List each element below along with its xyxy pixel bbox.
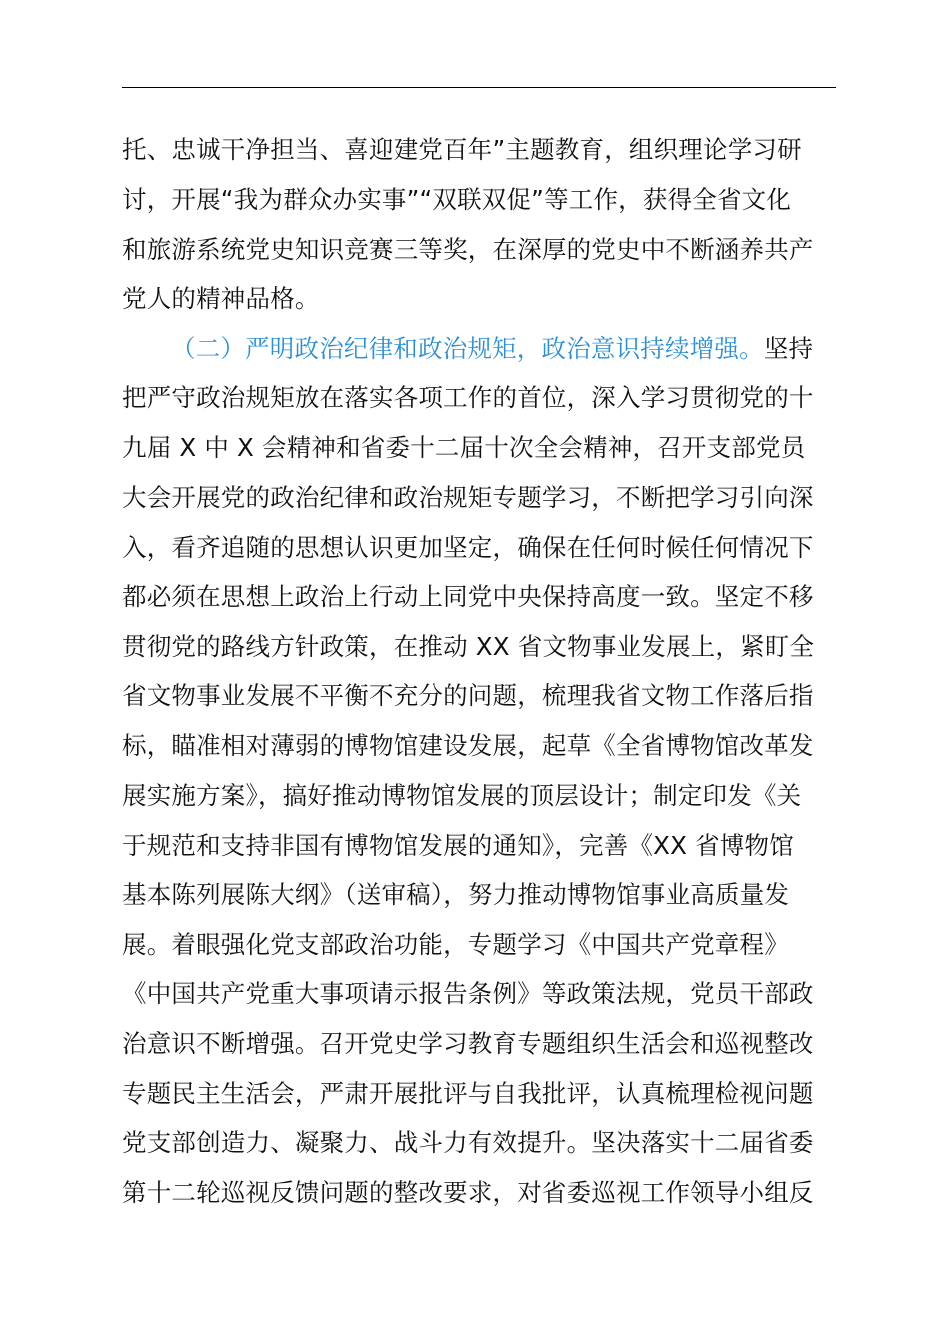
text-line: 展。着眼强化党支部政治功能，专题学习《中国共产党章程》	[122, 930, 789, 959]
text-line: 九届 X 中 X 会精神和省委十二届十次全会精神，召开支部党员	[122, 433, 806, 462]
text-line: 于规范和支持非国有博物馆发展的通知》，完善《XX 省博物馆	[122, 831, 794, 860]
text-line: 治意识不断增强。召开党史学习教育专题组织生活会和巡视整改	[122, 1029, 814, 1058]
text-line: 党支部创造力、凝聚力、战斗力有效提升。坚决落实十二届省委	[122, 1128, 814, 1157]
section-heading-line	[171, 327, 837, 371]
text-line: 都必须在思想上政治上行动上同党中央保持高度一致。坚定不移	[122, 582, 814, 611]
section-heading: （二）严明政治纪律和政治规矩，政治意识持续增强。	[171, 334, 764, 363]
text-line: 和旅游系统党史知识竞赛三等奖，在深厚的党史中不断涵养共产	[122, 235, 814, 264]
text-line: 第十二轮巡视反馈问题的整改要求，对省委巡视工作领导小组反	[122, 1178, 814, 1207]
text-line: 标，瞄准相对薄弱的博物馆建设发展，起草《全省博物馆改革发	[122, 731, 814, 760]
text-line: 讨，开展“我为群众办实事”“双联双促”等工作，获得全省文化	[122, 185, 792, 214]
text-line: 党人的精神品格。	[122, 284, 320, 313]
header-rule	[122, 87, 836, 88]
text-line: 把严守政治规矩放在落实各项工作的首位，深入学习贯彻党的十	[122, 383, 814, 412]
section-heading-tail: 坚持	[763, 334, 814, 363]
text-line: 展实施方案》，搞好推动博物馆发展的顶层设计；制定印发《关	[122, 781, 802, 810]
text-line: 贯彻党的路线方针政策，在推动 XX 省文物事业发展上，紧盯全	[122, 632, 815, 661]
text-line: 专题民主生活会，严肃开展批评与自我批评，认真梳理检视问题	[122, 1079, 814, 1108]
text-line: 基本陈列展陈大纲》（送审稿），努力推动博物馆事业高质量发	[122, 880, 790, 909]
text-line: 大会开展党的政治纪律和政治规矩专题学习，不断把学习引向深	[122, 483, 814, 512]
text-line: 入，看齐追随的思想认识更加坚定，确保在任何时候任何情况下	[122, 533, 814, 562]
text-line: 《中国共产党重大事项请示报告条例》等政策法规，党员干部政	[122, 979, 814, 1008]
text-line: 省文物事业发展不平衡不充分的问题，梳理我省文物工作落后指	[122, 681, 814, 710]
text-line: 托、忠诚干净担当、喜迎建党百年”主题教育，组织理论学习研	[122, 135, 802, 164]
